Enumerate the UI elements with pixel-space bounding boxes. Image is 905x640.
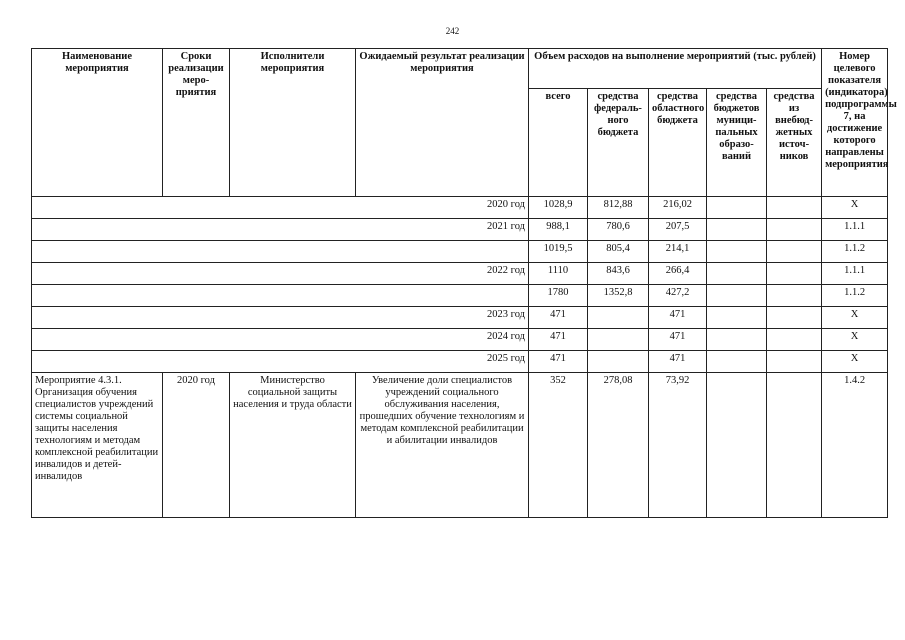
extra-cell	[767, 263, 822, 285]
extra-cell	[767, 307, 822, 329]
total-cell: 1019,5	[529, 241, 588, 263]
table-row	[32, 307, 888, 329]
federal-cell: 805,4	[588, 241, 649, 263]
header-executors: Исполнители мероприятия	[230, 49, 356, 197]
table-row	[32, 219, 888, 241]
indicator-cell: X	[822, 329, 888, 351]
header-result: Ожидаемый результат реализации мероприятия	[356, 49, 529, 197]
header-name: Наименование мероприятия	[32, 49, 163, 197]
federal-cell: 780,6	[588, 219, 649, 241]
indicator-cell: 1.1.1	[822, 219, 888, 241]
activity-term: 2020 год	[163, 373, 230, 518]
table-row	[32, 263, 888, 285]
header-term: Сроки реализации меро-приятия	[163, 49, 230, 197]
indicator-cell: X	[822, 197, 888, 219]
regional-cell: 471	[649, 307, 707, 329]
extra-cell	[767, 285, 822, 307]
total-cell: 1110	[529, 263, 588, 285]
header-total: всего	[529, 89, 588, 197]
table-row	[32, 197, 888, 219]
regional-cell: 471	[649, 329, 707, 351]
extra-cell	[767, 219, 822, 241]
indicator-cell: 1.1.1	[822, 263, 888, 285]
total-cell: 471	[529, 329, 588, 351]
extra-cell	[767, 329, 822, 351]
indicator-cell: 1.1.2	[822, 241, 888, 263]
municipal-cell	[707, 263, 767, 285]
extra-cell	[767, 197, 822, 219]
activity-federal: 278,08	[588, 373, 649, 518]
header-expenses: Объем расходов на выполнение мероприятий (тыс. рублей)	[529, 49, 822, 89]
header-row-main	[32, 49, 888, 89]
activity-row	[32, 373, 888, 518]
year-cell: 2024 год	[32, 329, 529, 351]
indicator-cell: X	[822, 351, 888, 373]
header-federal: средства федераль-ного бюджета	[588, 89, 649, 197]
header-municipal: средства бюджетов муници-пальных образо-ваний	[707, 89, 767, 197]
extra-cell	[767, 351, 822, 373]
header-extra: средства из внебюд-жетных источ-ников	[767, 89, 822, 197]
total-cell: 1780	[529, 285, 588, 307]
activity-extra	[767, 373, 822, 518]
page-number: 242	[445, 26, 460, 36]
table-row	[32, 329, 888, 351]
indicator-cell: 1.1.2	[822, 285, 888, 307]
year-cell	[32, 285, 529, 307]
municipal-cell	[707, 351, 767, 373]
extra-cell	[767, 241, 822, 263]
federal-cell: 812,88	[588, 197, 649, 219]
year-cell: 2023 год	[32, 307, 529, 329]
activity-municipal	[707, 373, 767, 518]
budget-table	[31, 48, 897, 518]
activity-executors: Министерство социальной защиты населения и труда области	[230, 373, 356, 518]
year-cell: 2021 год	[32, 219, 529, 241]
regional-cell: 266,4	[649, 263, 707, 285]
regional-cell: 471	[649, 351, 707, 373]
header-indicator: Номер целевого показателя (индикатора) подпрограммы 7, на достижение которого направлены мероприятия	[822, 49, 888, 197]
indicator-cell: X	[822, 307, 888, 329]
activity-name: Мероприятие 4.3.1. Организация обучения специалистов учреждений системы социальной защиты населения технологиям и методам комплексной реабилитации инвалидов и детей-инвалидов	[32, 373, 163, 518]
table-row	[32, 241, 888, 263]
municipal-cell	[707, 285, 767, 307]
regional-cell: 427,2	[649, 285, 707, 307]
year-cell: 2025 год	[32, 351, 529, 373]
year-cell: 2022 год	[32, 263, 529, 285]
municipal-cell	[707, 307, 767, 329]
total-cell: 471	[529, 307, 588, 329]
federal-cell	[588, 307, 649, 329]
total-cell: 471	[529, 351, 588, 373]
table-row	[32, 351, 888, 373]
regional-cell: 207,5	[649, 219, 707, 241]
regional-cell: 216,02	[649, 197, 707, 219]
table-row	[32, 285, 888, 307]
activity-regional: 73,92	[649, 373, 707, 518]
activity-result: Увеличение доли специалистов учреждений социального обслуживания населения, прошедших обучение технологиям и методам комплексной реабилитации и абилитации инвалидов	[356, 373, 529, 518]
header-regional: средства областного бюджета	[649, 89, 707, 197]
federal-cell: 843,6	[588, 263, 649, 285]
municipal-cell	[707, 197, 767, 219]
federal-cell: 1352,8	[588, 285, 649, 307]
municipal-cell	[707, 329, 767, 351]
year-cell: 2020 год	[32, 197, 529, 219]
year-cell	[32, 241, 529, 263]
federal-cell	[588, 351, 649, 373]
total-cell: 1028,9	[529, 197, 588, 219]
municipal-cell	[707, 241, 767, 263]
regional-cell: 214,1	[649, 241, 707, 263]
total-cell: 988,1	[529, 219, 588, 241]
activity-total: 352	[529, 373, 588, 518]
federal-cell	[588, 329, 649, 351]
municipal-cell	[707, 219, 767, 241]
activity-indicator: 1.4.2	[822, 373, 888, 518]
